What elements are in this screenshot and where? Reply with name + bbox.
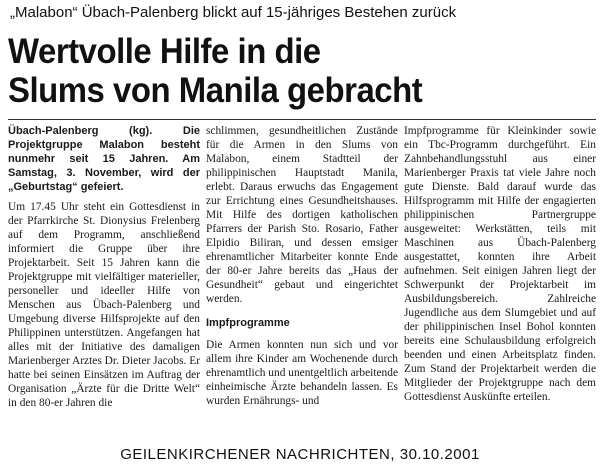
headline-line-1: Wertvolle Hilfe in die bbox=[8, 32, 321, 71]
headline-divider bbox=[8, 119, 596, 120]
article-lead: Übach-Palenberg (kg). Die Projektgruppe Malabon besteht nunmehr seit 15 Jahren. Am Samstag, 3. November, wird der „Geburtstag“ gefeiert. bbox=[8, 125, 200, 193]
article-subhead: Impfprogramme bbox=[206, 317, 290, 329]
column-1-paragraph: Um 17.45 Uhr steht ein Gottesdienst in der Pfarrkirche St. Dionysius Frelenberg auf dem Programm, anschließend informiert die Gruppe über ihre Projektarbeit. Seit 15 Jahren kann die Projektgruppe mit vielfältiger materieller, personeller und ideeller Hilfe von Menschen aus Übach-Palenberg und Umgebung diverse Hilfsprojekte auf den Philippinen unterstützen. Angefangen hat alles mit der Initiative des damaligen Marienberger Arztes Dr. Dieter Jacobs. Er hatte bei seinen Einsätzen im Auftrag der Organisation „Ärzte für die Dritte Welt“ in den 80-er Jahren die bbox=[8, 201, 200, 409]
headline-line-2: Slums von Manila gebracht bbox=[8, 71, 423, 110]
article-kicker: „Malabon“ Übach-Palenberg blickt auf 15-jähriges Bestehen zurück bbox=[10, 4, 457, 21]
source-caption: GEILENKIRCHENER NACHRICHTEN, 30.10.2001 bbox=[120, 446, 480, 463]
column-3-paragraph: Impfprogramme für Kleinkinder sowie ein Tbc-Programm durchgeführt. Ein Zahnbehandlungsstuhl aus einer Marienberger Praxis tat viele Jahre noch gute Dienste. Bald darauf wurde das Hilfsprogramm mit Hilfe der engagierten philippinischen Partnergruppe ausgeweitet: Werkstätten, teils mit Maschinen aus Übach-Palenberg ausgestattet, konnten ihre Arbeit aufnehmen. Seit einigen Jahren liegt der Schwerpunkt der Projektarbeit im Ausbildungsbereich. Zahlreiche Jugendliche aus dem Slumgebiet und auf der philippinischen Insel Bohol konnten bereits eine Schulausbildung erfolgreich beenden und einen Arbeitsplatz finden. Zum Stand der Projektarbeit werden die Mitglieder der Projektgruppe nach dem Gottesdienst Auskünfte erteilen. bbox=[404, 125, 596, 403]
article-headline bbox=[8, 32, 563, 110]
article-column-2 bbox=[206, 124, 398, 414]
article-column-1 bbox=[8, 124, 200, 416]
article-column-3 bbox=[404, 124, 596, 410]
column-2-paragraph-1: schlimmen, gesundheitlichen Zustände für die Armen in den Slums von Malabon, einem Stadtteil der philippinischen Hauptstadt Manila, erlebt. Daraus erwuchs das Engagement zur Errichtung eines Gesundheitshauses. Mit Hilfe des dortigen katholischen Pfarrers der Parish Sto. Rosario, Father Elpidio Biliran, und dessen emsiger ehrenamtlicher Mitarbeiter konnte Ende der 80-er Jahre bereits das „Haus der Gesundheit“ gebaut und eingerichtet werden. bbox=[206, 125, 398, 305]
column-2-paragraph-2: Die Armen konnten nun sich und vor allem ihre Kinder am Wochenende durch ehrenamtlich und unentgeltlich arbeitende einheimische Ärzte behandeln lassen. Es wurden Ernährungs- und bbox=[206, 339, 398, 407]
